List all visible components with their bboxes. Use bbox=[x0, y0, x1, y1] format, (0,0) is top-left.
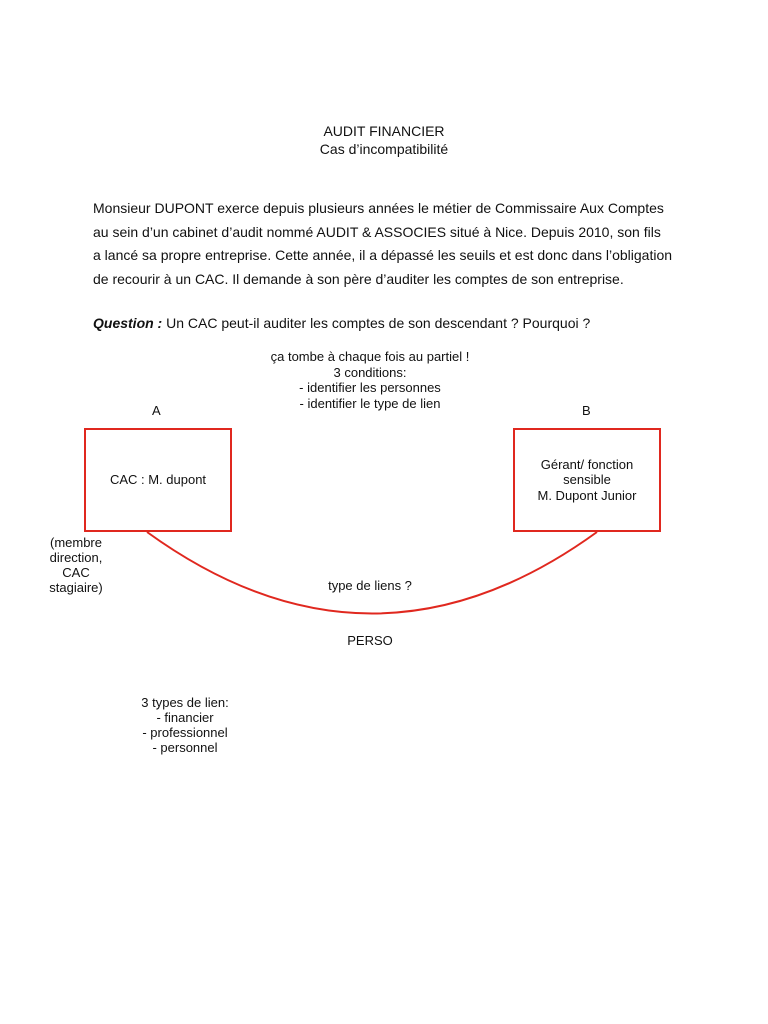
side-note-line: direction, bbox=[49, 550, 103, 565]
types-line: - personnel bbox=[152, 740, 218, 755]
side-note-line: CAC bbox=[62, 565, 90, 580]
side-note-line: stagiaire) bbox=[49, 580, 103, 595]
box-cac bbox=[84, 428, 232, 532]
link-label: type de liens ? bbox=[328, 578, 412, 593]
note-line: ça tombe à chaque fois au partiel ! bbox=[270, 349, 470, 364]
paragraph-line: a lancé sa propre entreprise. Cette année, il a dépassé les seuils et est donc dans l’obligation bbox=[93, 247, 673, 263]
box-gerant-line: M. Dupont Junior bbox=[537, 487, 637, 503]
link-curve bbox=[147, 532, 597, 614]
link-type: PERSO bbox=[347, 633, 393, 648]
label-b: B bbox=[582, 403, 591, 418]
paragraph-line: au sein d’un cabinet d’audit nommé AUDIT & ASSOCIES situé à Nice. Depuis 2010, son fils bbox=[93, 223, 661, 240]
types-line: - professionnel bbox=[142, 725, 228, 740]
box-gerant-line: sensible bbox=[563, 472, 611, 488]
note-line: - identifier le type de lien bbox=[299, 395, 441, 411]
side-note bbox=[36, 535, 116, 595]
question-label: Question : bbox=[93, 315, 163, 331]
types-line: - financier bbox=[156, 710, 214, 725]
types-line: 3 types de lien: bbox=[141, 695, 229, 710]
box-gerant-line: Gérant/ fonction bbox=[540, 456, 634, 472]
note-line: 3 conditions: bbox=[333, 364, 407, 380]
question-text: Un CAC peut-il auditer les comptes de son descendant ? Pourquoi ? bbox=[162, 315, 591, 331]
link-types-list bbox=[110, 695, 260, 755]
document-subtitle: Cas d’incompatibilité bbox=[319, 141, 449, 157]
document-title: AUDIT FINANCIER bbox=[323, 123, 445, 139]
side-note-line: (membre bbox=[49, 535, 102, 550]
paragraph-line: Monsieur DUPONT exerce depuis plusieurs années le métier de Commissaire Aux Comptes bbox=[93, 200, 664, 216]
label-a: A bbox=[152, 403, 161, 418]
box-gerant bbox=[513, 428, 661, 532]
paragraph-line: de recourir à un CAC. Il demande à son père d’auditer les comptes de son entreprise. bbox=[93, 270, 624, 287]
note-line: - identifier les personnes bbox=[299, 380, 441, 395]
box-cac-text: CAC : M. dupont bbox=[109, 472, 207, 488]
